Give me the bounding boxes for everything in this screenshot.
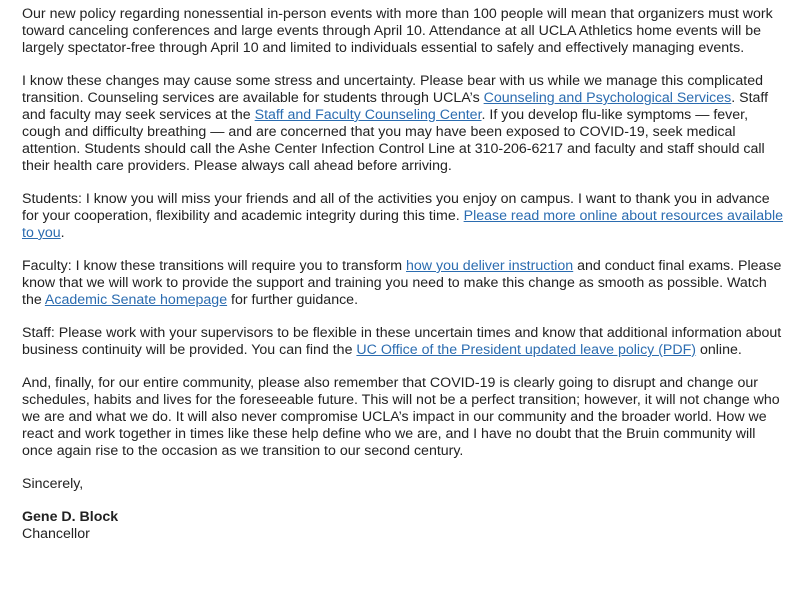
ucop-leave-policy-link[interactable]: UC Office of the President updated leave policy (PDF) [356, 342, 697, 358]
paragraph-text: for further guidance. [227, 292, 359, 308]
paragraph-text: I know these changes may cause some stress and uncertainty. Please bear with us while we manage this complicated transition. Counseling services are available for students through UCLA’s [22, 73, 764, 106]
closing: Sincerely, [22, 476, 84, 492]
caps-link[interactable]: Counseling and Psychological Services [483, 90, 732, 106]
paragraph-text: And, finally, for our entire community, please also remember that COVID-19 is clearly going to disrupt and change our schedules, habits and lives for the foreseeable future. This will not be a perfect transition; however, it will not change who we are and what we do. It will also never compromise UCLA’s impact in our community and the broader world. How we react and work together in times like these help define who we are, and I have no doubt that the Bruin community will once again rise to the occasion as we transition to our second century. [22, 375, 780, 459]
paragraph-text: and conduct final exams. Please know that we will work to provide the support and training you need to make this change as smooth as possible. Watch the [22, 258, 782, 308]
paragraph-staff [22, 325, 784, 359]
paragraph-text: Our new policy regarding nonessential in-person events with more than 100 people will mean that organizers must work toward canceling conferences and large events through April 10. Attendance at all UCLA Athletics home events will be largely spectator-free through April 10 and limited to individuals essential to safely and effectively managing events. [22, 6, 773, 56]
signature-title: Chancellor [22, 526, 90, 542]
letter-body [22, 6, 784, 543]
paragraph-students [22, 191, 784, 242]
paragraph-text: . If you develop flu-like symptoms — fever, cough and difficulty breathing — and are concerned that you may have been exposed to COVID-19, seek medical attention. Students should call the Ashe Center Infection Control Line at 310-206-6217 and faculty and staff should call their health care providers. Please always call ahead before arriving. [22, 107, 765, 174]
paragraph-text: Students: I know you will miss your friends and all of the activities you enjoy on campus. I want to thank you in advance for your cooperation, flexibility and academic integrity during this time. [22, 191, 770, 224]
staff-faculty-counseling-link[interactable]: Staff and Faculty Counseling Center [254, 107, 482, 123]
paragraph-text: . [60, 225, 65, 241]
paragraph-text: Faculty: I know these transitions will require you to transform [22, 258, 407, 274]
paragraph-counseling [22, 73, 784, 175]
student-resources-link[interactable]: Please read more online about resources available to you [22, 208, 784, 241]
paragraph-faculty [22, 258, 784, 309]
deliver-instruction-link[interactable]: how you deliver instruction [406, 258, 574, 274]
paragraph-text: . Staff and faculty may seek services at the [22, 90, 769, 123]
paragraph-text: online. [696, 342, 742, 358]
paragraph-community [22, 375, 784, 460]
academic-senate-link[interactable]: Academic Senate homepage [44, 292, 228, 308]
signature-name: Gene D. Block [22, 509, 119, 525]
paragraph-events-policy [22, 6, 784, 57]
signature-block [22, 509, 784, 543]
paragraph-text: Staff: Please work with your supervisors to be flexible in these uncertain times and know that additional information about business continuity will be provided. You can find the [22, 325, 782, 358]
